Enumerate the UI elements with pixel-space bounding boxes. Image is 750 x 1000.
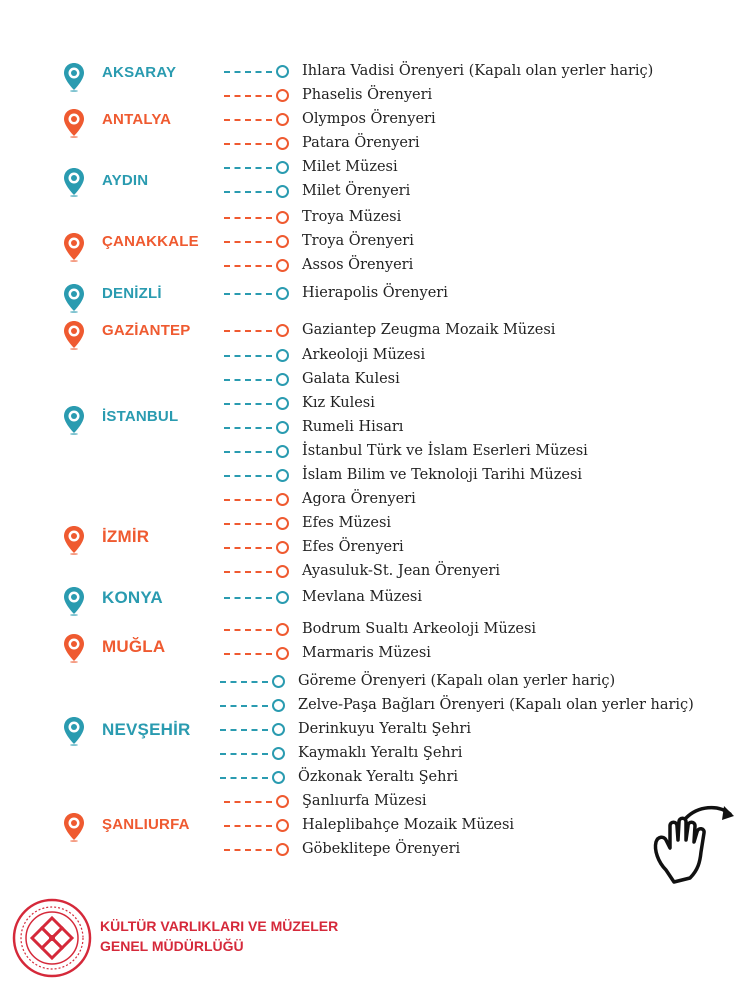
site-row	[0, 560, 750, 584]
dashed-connector	[224, 119, 272, 121]
connector-dot-icon	[272, 723, 285, 736]
site-name: Ayasuluk-St. Jean Örenyeri	[302, 563, 500, 579]
connector-dot-icon	[276, 623, 289, 636]
connector-dot-icon	[276, 373, 289, 386]
city-name: AKSARAY	[102, 64, 177, 81]
site-row	[0, 536, 750, 560]
connector-dot-icon	[276, 287, 289, 300]
dashed-connector	[220, 777, 268, 779]
connector-dot-icon	[272, 747, 285, 760]
site-row	[0, 838, 750, 862]
site-name: Patara Örenyeri	[302, 135, 420, 151]
dashed-connector	[224, 801, 272, 803]
city-name: İZMİR	[102, 527, 150, 546]
connector-dot-icon	[276, 517, 289, 530]
connector-dot-icon	[276, 235, 289, 248]
city-name: ÇANAKKALE	[102, 233, 199, 250]
site-name: Galata Kulesi	[302, 371, 400, 387]
city-name: ANTALYA	[102, 111, 172, 128]
connector-dot-icon	[272, 675, 285, 688]
org-name-line2: GENEL MÜDÜRLÜĞÜ	[100, 938, 244, 954]
dashed-connector	[224, 825, 272, 827]
connector-dot-icon	[276, 591, 289, 604]
site-name: Bodrum Sualtı Arkeoloji Müzesi	[302, 621, 537, 637]
dashed-connector	[224, 217, 272, 219]
site-name: Ihlara Vadisi Örenyeri (Kapalı olan yerler hariç)	[302, 63, 654, 79]
dashed-connector	[224, 241, 272, 243]
site-row	[0, 108, 750, 132]
site-name: Kız Kulesi	[302, 395, 375, 411]
org-name-line1: KÜLTÜR VARLIKLARI VE MÜZELER	[100, 918, 339, 934]
site-row	[0, 254, 750, 278]
city-name: NEVŞEHİR	[102, 720, 191, 739]
connector-dot-icon	[276, 185, 289, 198]
connector-dot-icon	[276, 541, 289, 554]
site-name: Göbeklitepe Örenyeri	[302, 841, 461, 857]
site-row	[0, 790, 750, 814]
connector-dot-icon	[276, 469, 289, 482]
connector-dot-icon	[276, 445, 289, 458]
site-name: Milet Örenyeri	[302, 183, 411, 199]
site-row	[0, 206, 750, 230]
dashed-connector	[224, 653, 272, 655]
site-name: Phaselis Örenyeri	[302, 87, 433, 103]
site-row	[0, 766, 750, 790]
site-name: Kaymaklı Yeraltı Şehri	[298, 745, 463, 761]
site-row	[0, 60, 750, 84]
site-row	[0, 416, 750, 440]
dashed-connector	[220, 705, 268, 707]
site-name: İslam Bilim ve Teknoloji Tarihi Müzesi	[302, 467, 583, 483]
site-row	[0, 694, 750, 718]
site-name: Derinkuyu Yeraltı Şehri	[298, 721, 471, 737]
connector-dot-icon	[276, 843, 289, 856]
dashed-connector	[220, 681, 268, 683]
site-row	[0, 618, 750, 642]
connector-dot-icon	[276, 65, 289, 78]
site-name: Göreme Örenyeri (Kapalı olan yerler hariç)	[298, 673, 616, 689]
city-name: MUĞLA	[102, 637, 166, 656]
site-row	[0, 180, 750, 204]
connector-dot-icon	[276, 113, 289, 126]
dashed-connector	[224, 547, 272, 549]
site-name: Assos Örenyeri	[302, 257, 414, 273]
connector-dot-icon	[276, 819, 289, 832]
dashed-connector	[224, 571, 272, 573]
footer-logo	[12, 898, 372, 978]
site-row	[0, 464, 750, 488]
dashed-connector	[224, 293, 272, 295]
dashed-connector	[220, 729, 268, 731]
site-row	[0, 586, 750, 610]
site-name: Rumeli Hisarı	[302, 419, 404, 435]
dashed-connector	[224, 523, 272, 525]
site-row	[0, 344, 750, 368]
connector-dot-icon	[272, 699, 285, 712]
site-name: Zelve-Paşa Bağları Örenyeri (Kapalı olan yerler hariç)	[298, 697, 694, 713]
site-name: Efes Örenyeri	[302, 539, 404, 555]
connector-dot-icon	[276, 647, 289, 660]
connector-dot-icon	[276, 565, 289, 578]
site-row	[0, 319, 750, 343]
connector-dot-icon	[276, 795, 289, 808]
site-row	[0, 718, 750, 742]
connector-dot-icon	[276, 493, 289, 506]
site-name: Haleplibahçe Mozaik Müzesi	[302, 817, 515, 833]
dashed-connector	[224, 191, 272, 193]
site-name: Milet Müzesi	[302, 159, 398, 175]
city-name: AYDIN	[102, 172, 149, 189]
dashed-connector	[224, 499, 272, 501]
dashed-connector	[224, 265, 272, 267]
site-name: Şanlıurfa Müzesi	[302, 793, 427, 809]
connector-dot-icon	[276, 89, 289, 102]
connector-dot-icon	[272, 771, 285, 784]
connector-dot-icon	[276, 349, 289, 362]
site-name: Troya Müzesi	[302, 209, 402, 225]
city-name: KONYA	[102, 588, 163, 607]
site-row	[0, 742, 750, 766]
site-row	[0, 440, 750, 464]
site-row	[0, 156, 750, 180]
ministry-seal-icon	[12, 898, 92, 978]
site-name: Gaziantep Zeugma Mozaik Müzesi	[302, 322, 556, 338]
site-row	[0, 392, 750, 416]
connector-dot-icon	[276, 161, 289, 174]
dashed-connector	[220, 753, 268, 755]
dashed-connector	[224, 71, 272, 73]
site-row	[0, 814, 750, 838]
connector-dot-icon	[276, 211, 289, 224]
site-name: Özkonak Yeraltı Şehri	[298, 769, 459, 785]
dashed-connector	[224, 475, 272, 477]
site-name: Agora Örenyeri	[302, 491, 416, 507]
dashed-connector	[224, 330, 272, 332]
site-name: Mevlana Müzesi	[302, 589, 422, 605]
dashed-connector	[224, 403, 272, 405]
site-row	[0, 368, 750, 392]
connector-dot-icon	[276, 259, 289, 272]
dashed-connector	[224, 597, 272, 599]
connector-dot-icon	[276, 324, 289, 337]
site-row	[0, 132, 750, 156]
connector-dot-icon	[276, 397, 289, 410]
dashed-connector	[224, 355, 272, 357]
site-name: Hierapolis Örenyeri	[302, 285, 448, 301]
connector-dot-icon	[276, 137, 289, 150]
city-name: GAZİANTEP	[102, 322, 191, 339]
site-name: Marmaris Müzesi	[302, 645, 431, 661]
city-name: ŞANLIURFA	[102, 816, 190, 833]
site-row	[0, 84, 750, 108]
connector-dot-icon	[276, 421, 289, 434]
dashed-connector	[224, 143, 272, 145]
site-name: İstanbul Türk ve İslam Eserleri Müzesi	[302, 443, 588, 459]
city-name: İSTANBUL	[102, 408, 179, 425]
city-name: DENİZLİ	[102, 285, 162, 302]
dashed-connector	[224, 95, 272, 97]
site-row	[0, 642, 750, 666]
swipe-hand-icon[interactable]	[646, 800, 736, 890]
site-row	[0, 512, 750, 536]
dashed-connector	[224, 379, 272, 381]
site-row	[0, 670, 750, 694]
dashed-connector	[224, 451, 272, 453]
dashed-connector	[224, 629, 272, 631]
site-row	[0, 488, 750, 512]
site-row	[0, 230, 750, 254]
site-name: Troya Örenyeri	[302, 233, 414, 249]
dashed-connector	[224, 167, 272, 169]
site-name: Arkeoloji Müzesi	[302, 347, 426, 363]
dashed-connector	[224, 427, 272, 429]
site-name: Efes Müzesi	[302, 515, 392, 531]
site-row	[0, 282, 750, 306]
dashed-connector	[224, 849, 272, 851]
site-name: Olympos Örenyeri	[302, 111, 436, 127]
